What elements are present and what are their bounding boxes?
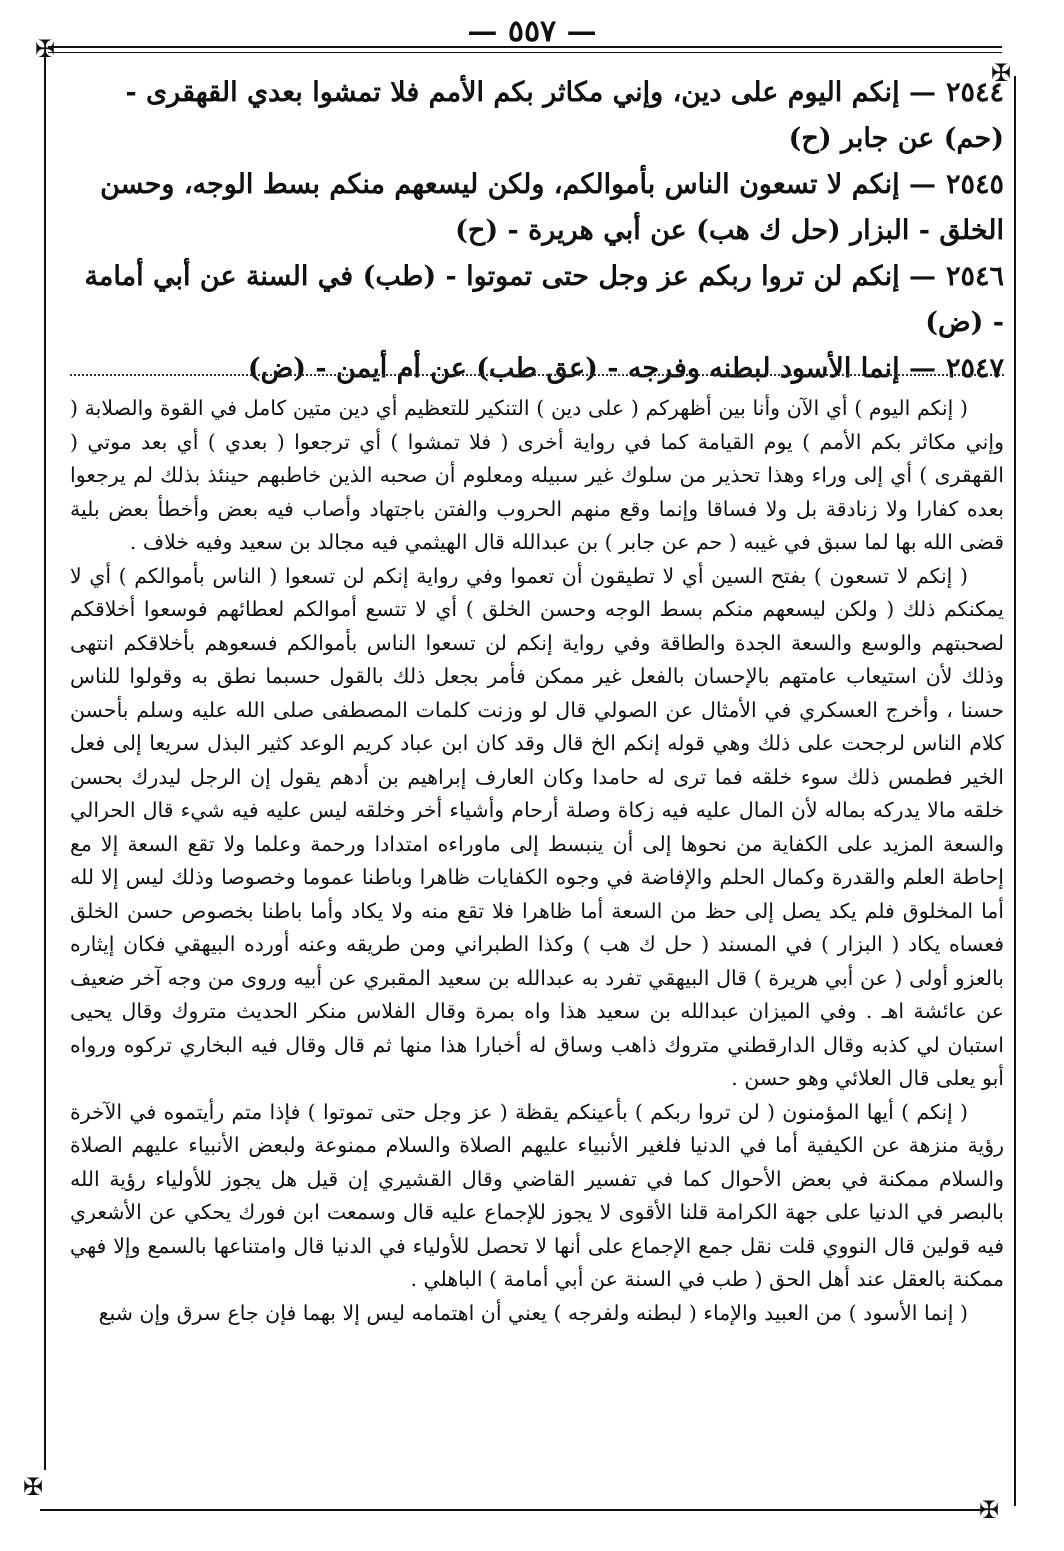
top-border (48, 46, 1002, 48)
commentary-paragraph: ( إنما الأسود ) من العبيد والإماء ( لبطنه ولفرجه ) يعني أن اهتمامه ليس إلا بهما فإن جاع سرق وإن شبع (98, 1300, 968, 1325)
page-number: — ٥٥٧ — (467, 14, 597, 49)
commentary-paragraph: ( إنكم لا تسعون ) بفتح السين أي لا تطيقون أن تعموا وفي رواية إنكم لن تسعوا ( الناس بأموالكم ) أي لا يمكنكم ذلك ( ولكن ليسعهم منكم بسط الوجه وحسن الخلق ) أي لا تتسع أموالكم لعطائهم فوسعوا أخلاقكم لصحبتهم والوسع والسعة الجدة والطاقة وفي رواية إنكم لن تسعوا الناس بأموالكم فسعوهم بأخلاقكم انتهى وذلك لأن استيعاب عامتهم بالإحسان بالفعل غير ممكن فأمر بجعل ذلك بالقول حسبما نطق به وقولوا للناس حسنا ، وأخرج العسكري في الأمثال عن الصولي قال لو وزنت كلمات المصطفى صلى الله عليه وسلم بأحسن كلام الناس لرجحت على ذلك وهي قوله إنكم الخ قال وقد كان ابن عباد كريم الوعد كثير البذل سريعا إلى فعل الخير فطمس ذلك سوء خلقه فما ترى له حامدا وكان العارف إبراهيم بن أدهم يقول إن الرجل ليدرك بحسن خلقه مالا يدركه بماله لأن المال عليه فيه زكاة وصلة أرحام وأشياء أخر وخلقه ليس عليه فيه شيء قال الحرالي والسعة المزيد على الكفاية من نحوها إلى أن ينبسط إلى ماوراءه امتدادا ورحمة وعلما ولا تقع السعة إلا مع إحاطة العلم والقدرة وكمال الحلم والإفاضة في وجوه الكفايات ظاهرا وباطنا عموما وخصوصا وذلك ليس إلا لله أما المخلوق فلم يكد يصل إلى حظ من السعة أما ظاهرا فلا تقع منه ولا يكاد وأما باطنا بخصوص حسن الخلق فعساه يكاد ( البزار ) في المسند ( حل ك هب ) وكذا الطبراني ومن طريقه وعنه أورده البيهقي فكان إيثاره بالعزو أولى ( عن أبي هريرة ) قال البيهقي تفرد به عبدالله بن سعيد المقبري عن أبيه وروى من وجه آخر ضعيف عن عائشة اهـ . وفي الميزان عبدالله بن سعيد هذا واه بمرة وقال الفلاس منكر الحديث متروك وقال يحيى استبان لي كذبه وقال الدارقطني متروك ذاهب وساق له أخبارا هذا منها ثم قال وقال فيه البخاري تركوه ورواه أبو يعلى قال العلائي وهو حسن . (70, 563, 1004, 1090)
commentary (70, 392, 1004, 1330)
hadith-number: ٢٥٤٦ (945, 261, 1004, 292)
hadith-text: — إنكم لن تروا ربكم عز وجل حتى تموتوا - (طب) في السنة عن أبي أمامة - (ض) (84, 261, 1004, 338)
corner-ornament-icon: ✠ (22, 1473, 44, 1501)
hadith-entry (70, 162, 1004, 254)
left-border (44, 50, 46, 1470)
right-border (1014, 76, 1016, 1506)
hadith-number: ٢٥٤٤ (945, 77, 1004, 108)
hadith-text: — إنكم لا تسعون الناس بأموالكم، ولكن ليسعهم منكم بسط الوجه، وحسن الخلق - البزار (حل ك هب) عن أبي هريرة - (ح) (100, 169, 1004, 246)
bottom-border (40, 1509, 984, 1511)
top-border-inner (48, 52, 1002, 53)
corner-ornament-icon: ✠ (990, 59, 1012, 87)
corner-ornament-icon: ✠ (34, 35, 56, 63)
hadith-text: — إنما الأسود لبطنه وفرجه - (عق طب) عن أم أيمن - (ض) (247, 353, 936, 384)
hadith-number: ٢٥٤٧ (945, 353, 1004, 384)
hadith-text: — إنكم اليوم على دين، وإني مكاثر بكم الأمم فلا تمشوا بعدي القهقرى - (حم) عن جابر (ح) (125, 77, 1004, 154)
hadith-entry (70, 254, 1004, 346)
hadith-entry (70, 346, 1004, 392)
dotted-separator (70, 374, 1004, 376)
commentary-paragraph: ( إنكم اليوم ) أي الآن وأنا بين أظهركم ( على دين ) التنكير للتعظيم أي دين متين كامل في القوة والصلابة ( وإني مكاثر بكم الأمم ) يوم القيامة كما في رواية أخرى ( فلا تمشوا ) أي ترجعوا ( بعدي ) أي بعد موتي ( القهقرى ) أي إلى وراء وهذا تحذير من سلوك غير سبيله ومعلوم أن صحبه الذين خاطبهم حينئذ بذلك لم يرجعوا بعده كفارا ولا زنادقة بل ولا فساقا وإنما وقع منهم الحروب والفتن باجتهاد وأصاب فيه بعض وأخطأ بعض بلية قضى الله بها لما سبق في غيبه ( حم عن جابر ) بن عبدالله قال الهيثمي فيه مجالد بن سعيد وفيه خلاف . (70, 396, 1004, 554)
hadith-entry (70, 70, 1004, 162)
commentary-paragraph: ( إنكم ) أيها المؤمنون ( لن تروا ربكم ) بأعينكم يقظة ( عز وجل حتى تموتوا ) فإذا متم رأيتموه في الآخرة رؤية منزهة عن الكيفية أما في الدنيا فلغير الأنبياء عليهم الصلاة والسلام ممنوعة ولبعض الأنبياء عليهم الصلاة والسلام ممكنة في بعض الأحوال كما في تفسير القاضي وقال القشيري إن قيل هل يجوز للأولياء رؤية الله بالبصر في الدنيا على جهة الكرامة قلنا الأقوى لا يجوز للإجماع عليه قال وسمعت ابن فورك يحكي عن الأشعري فيه قولين قال النووي قلت نقل جمع الإجماع على أنها لا تحصل للأولياء في الدنيا قال وامتناعها بالسمع وإلا فهي ممكنة بالعقل عند أهل الحق ( طب في السنة عن أبي أمامة ) الباهلي . (70, 1099, 1004, 1291)
corner-ornament-icon: ✠ (978, 1496, 1000, 1524)
hadith-list (70, 70, 1004, 392)
hadith-number: ٢٥٤٥ (945, 169, 1004, 200)
